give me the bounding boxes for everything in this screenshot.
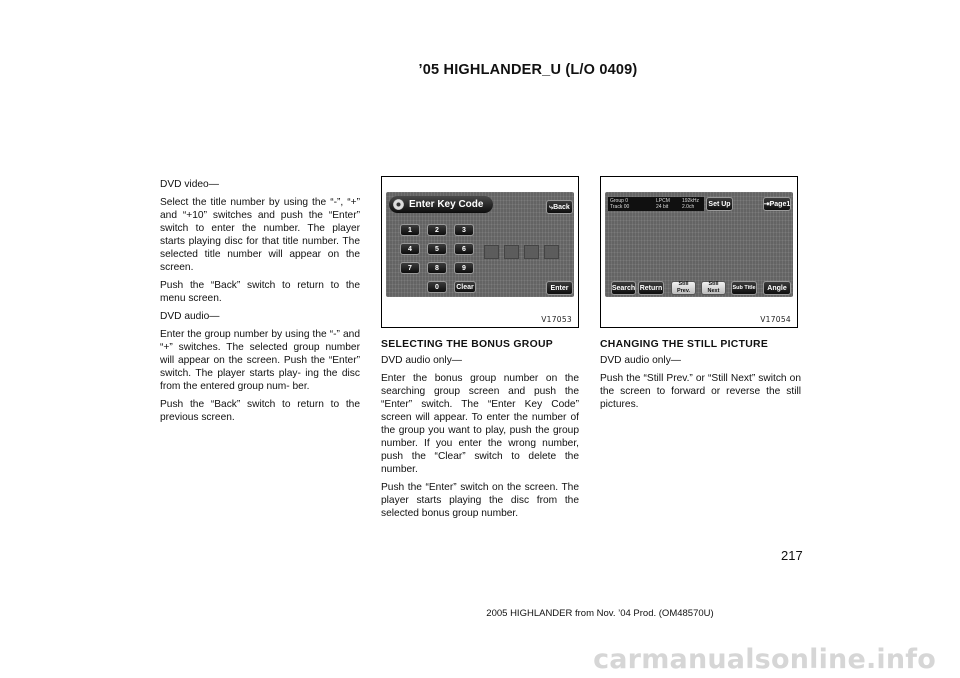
- set-up-button[interactable]: Set Up: [706, 197, 733, 211]
- middle-column: [381, 338, 579, 525]
- paragraph: Push the “Still Prev.” or “Still Next” switch on the screen to forward or reverse the still pictures.: [600, 373, 801, 410]
- code-digit-slot: [544, 245, 559, 259]
- running-header: ’05 HIGHLANDER_U (L/O 0409): [418, 62, 638, 78]
- enter-button[interactable]: Enter: [546, 281, 573, 295]
- still-picture-screen: [605, 192, 793, 297]
- code-digit-slot: [484, 245, 499, 259]
- paragraph: Select the title number by using the “-”, “+” and “+10” switches and push the “Enter” switch to enter the number. The player starts playing disc for that title number. The selected title number will appear on the screen.: [160, 197, 360, 273]
- return-button[interactable]: Return: [638, 281, 664, 295]
- sub-title-button[interactable]: Sub Title: [731, 281, 757, 295]
- dvd-video-label: DVD video—: [160, 179, 219, 190]
- section-heading: CHANGING THE STILL PICTURE: [600, 339, 769, 350]
- key-1-button[interactable]: 1: [400, 224, 420, 236]
- code-digit-slot: [524, 245, 539, 259]
- page-button[interactable]: ⇥ Page1: [763, 197, 791, 211]
- right-column: [600, 338, 801, 416]
- audio-format-info: LPCM 24 bit: [654, 197, 680, 211]
- paragraph: Push the “Back” switch to return to the previous screen.: [160, 399, 360, 423]
- dvd-audio-only-label: DVD audio only—: [600, 355, 681, 366]
- dvd-audio-label: DVD audio—: [160, 311, 220, 322]
- key-4-button[interactable]: 4: [400, 243, 420, 255]
- still-prev-button[interactable]: Still Prev.: [671, 281, 696, 295]
- angle-button[interactable]: Angle: [763, 281, 791, 295]
- figure-code: V17054: [760, 315, 791, 324]
- key-0-button[interactable]: 0: [427, 281, 447, 293]
- section-heading: SELECTING THE BONUS GROUP: [381, 339, 554, 350]
- search-button[interactable]: Search: [611, 281, 636, 295]
- dvd-audio-only-label: DVD audio only—: [381, 355, 462, 366]
- key-2-button[interactable]: 2: [427, 224, 447, 236]
- screen-title: Enter Key Code: [389, 196, 493, 213]
- key-5-button[interactable]: 5: [427, 243, 447, 255]
- watermark: carmanualsonline.info: [593, 644, 936, 675]
- enter-key-code-screen: [386, 192, 574, 297]
- back-button[interactable]: ⤷ Back: [546, 200, 573, 214]
- sample-rate-info: 192kHz 2.0ch: [680, 197, 704, 211]
- group-track-info: Group 0 Track 00: [608, 197, 654, 211]
- paragraph: Enter the group number by using the “-” and “+” switches. The selected group number will appear on the screen. Push the “Enter” switch. The player starts play- ing the disc from the entered group num- ber.: [160, 329, 360, 392]
- page-number: 217: [781, 548, 803, 563]
- key-9-button[interactable]: 9: [454, 262, 474, 274]
- key-3-button[interactable]: 3: [454, 224, 474, 236]
- code-digit-slot: [504, 245, 519, 259]
- key-7-button[interactable]: 7: [400, 262, 420, 274]
- paragraph: Push the “Back” switch to return to the menu screen.: [160, 280, 360, 304]
- page-footer: 2005 HIGHLANDER from Nov. ’04 Prod. (OM48570U): [486, 608, 714, 619]
- enter-key-code-figure: [381, 176, 579, 328]
- left-column: [160, 178, 360, 429]
- still-next-button[interactable]: Still Next: [701, 281, 726, 295]
- key-6-button[interactable]: 6: [454, 243, 474, 255]
- still-picture-figure: [600, 176, 798, 328]
- paragraph: Push the “Enter” switch on the screen. The player starts playing the disc from the selected bonus group number.: [381, 482, 579, 519]
- clear-button[interactable]: Clear: [454, 281, 476, 293]
- disc-icon: [393, 199, 404, 210]
- key-8-button[interactable]: 8: [427, 262, 447, 274]
- paragraph: Enter the bonus group number on the searching group screen and push the “Enter” switch. The “Enter Key Code” screen will appear. To enter the number of the group you want to play, push the group number. If you enter the wrong number, push the “Clear” switch to delete the number.: [381, 373, 579, 475]
- figure-code: V17053: [541, 315, 572, 324]
